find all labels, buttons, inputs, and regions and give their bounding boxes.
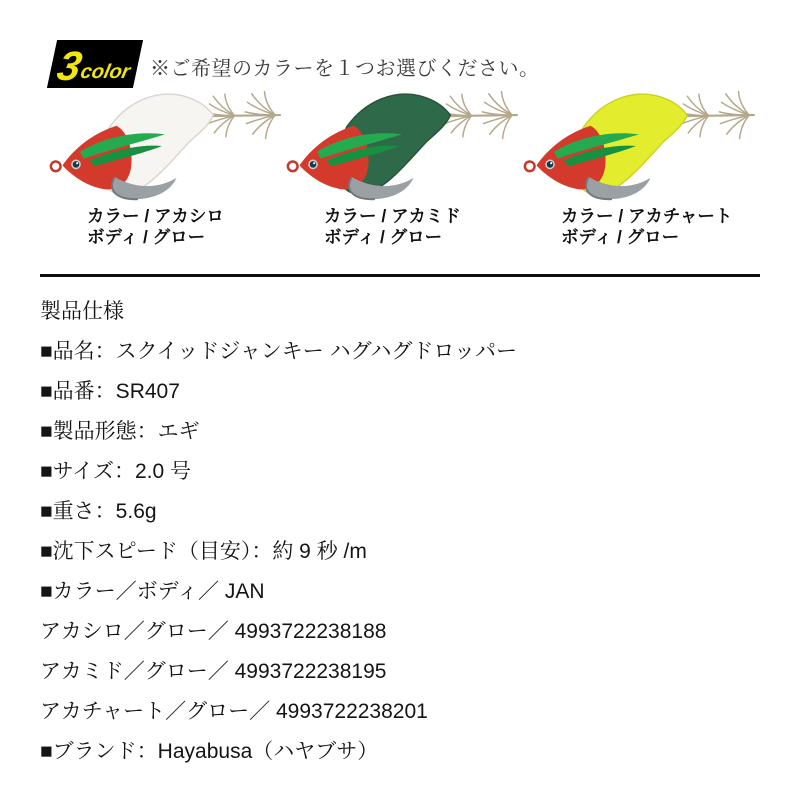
spec-line-jan-akashiro: アカシロ／グロー／ 4993722238188 — [40, 620, 387, 643]
eye — [545, 160, 555, 170]
caption-color-line: カラー / アカチャート — [561, 206, 733, 226]
nose-ring — [51, 161, 61, 171]
spec-line-weight: ■重さ：5.6g — [40, 500, 157, 523]
lure-image — [282, 88, 519, 204]
hook-shaft-and-spikes — [444, 92, 517, 139]
lure-caption — [45, 206, 282, 247]
eye — [308, 160, 318, 170]
color-count-badge — [47, 40, 143, 88]
spec-heading: 製品仕様 — [40, 300, 124, 323]
hook-shaft-and-spikes — [207, 92, 280, 139]
caption-color-line: カラー / アカシロ — [87, 206, 224, 226]
lure-image — [519, 88, 756, 204]
nose-ring — [525, 161, 535, 171]
hook-shaft-and-spikes — [681, 92, 754, 139]
spec-line-sink-speed: ■沈下スピード（目安）：約 9 秒 /m — [40, 540, 367, 563]
caption-body-line: ボディ / グロー — [324, 226, 443, 247]
color-options-row — [45, 88, 756, 247]
badge-count: 3 — [53, 43, 86, 90]
caption-body-line: ボディ / グロー — [561, 226, 680, 247]
nose-ring — [288, 161, 298, 171]
lure-image — [45, 88, 282, 204]
lure-option-akashiro — [45, 88, 282, 247]
spec-line-product-name: ■品名：スクイッドジャンキー ハグハグドロッパー — [40, 340, 517, 363]
spec-line-jan-akamido: アカミド／グロー／ 4993722238195 — [40, 660, 387, 683]
spec-line-product-number: ■品番：SR407 — [40, 380, 180, 403]
eye — [71, 160, 81, 170]
color-choice-note: ※ご希望のカラーを１つお選びください。 — [150, 58, 540, 80]
lure-caption — [519, 206, 756, 247]
lure-option-akamido — [282, 88, 519, 247]
spec-section — [40, 292, 760, 772]
badge-unit-label: color — [78, 61, 132, 83]
caption-color-line: カラー / アカミド — [324, 206, 461, 226]
spec-line-brand: ■ブランド：Hayabusa（ハヤブサ） — [40, 740, 379, 763]
lure-option-akachart — [519, 88, 756, 247]
spec-line-color-jan-header: ■カラー／ボディ／ JAN — [40, 580, 265, 603]
spec-line-product-type: ■製品形態：エギ — [40, 420, 200, 443]
caption-body-line: ボディ / グロー — [87, 226, 206, 247]
spec-line-size: ■サイズ：2.0 号 — [40, 460, 192, 483]
spec-line-jan-akachart: アカチャート／グロー／ 4993722238201 — [40, 700, 428, 723]
section-divider — [40, 274, 760, 277]
lure-caption — [282, 206, 519, 247]
